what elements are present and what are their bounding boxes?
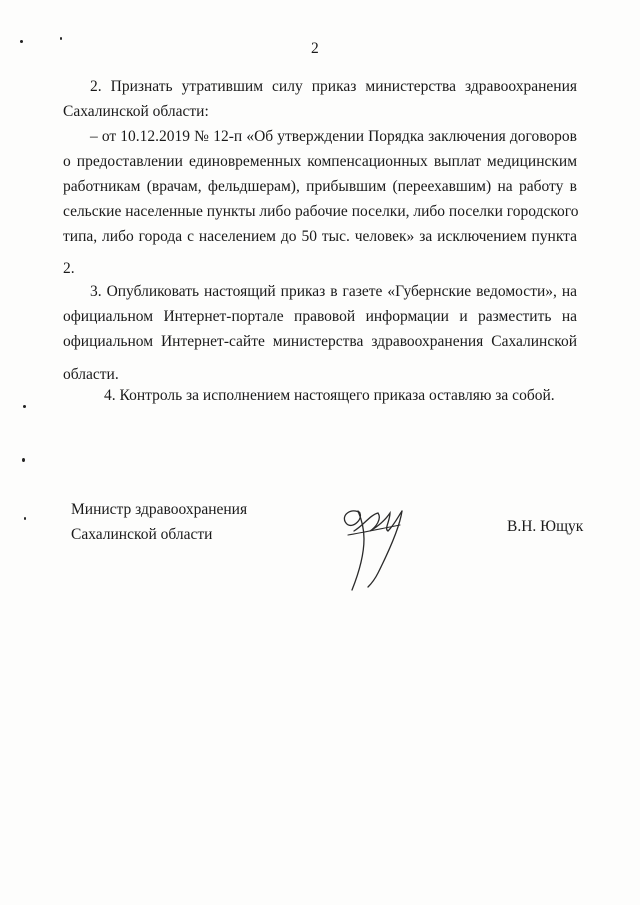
page-number: 2 xyxy=(311,40,319,57)
handwritten-signature xyxy=(330,495,420,595)
item-line: о предоставлении единовременных компенсационных выплат медицинским xyxy=(63,153,577,170)
signatory-region: Сахалинской области xyxy=(71,526,213,543)
item-line: типа, либо города с населением до 50 тыс. человек» за исключением пункта xyxy=(63,228,577,245)
signatory-name: В.Н. Ющук xyxy=(507,518,584,535)
scan-speck xyxy=(60,37,62,40)
paragraph-3-line: области. xyxy=(63,366,119,383)
paragraph-4-line: 4. Контроль за исполнением настоящего приказа оставляю за собой. xyxy=(104,387,555,404)
paragraph-3-line: официальном Интернет-сайте министерства здравоохранения Сахалинской xyxy=(63,333,577,350)
scan-speck xyxy=(20,40,23,43)
scan-speck xyxy=(22,458,25,462)
item-line: сельские населенные пункты либо рабочие поселки, либо поселки городского xyxy=(63,203,579,220)
scan-speck xyxy=(24,517,26,520)
item-line: 2. xyxy=(63,260,75,277)
paragraph-3-line: официальном Интернет-портале правовой информации и разместить на xyxy=(63,308,577,325)
paragraph-2-line: 2. Признать утратившим силу приказ министерства здравоохранения xyxy=(90,78,577,95)
paragraph-3-line: 3. Опубликовать настоящий приказ в газете «Губернские ведомости», на xyxy=(90,283,577,300)
item-line: – от 10.12.2019 № 12-п «Об утверждении Порядка заключения договоров xyxy=(90,128,577,145)
scan-speck xyxy=(23,405,26,408)
signatory-position: Министр здравоохранения xyxy=(71,501,248,518)
item-line: работникам (врачам, фельдшерам), прибывшим (переехавшим) на работу в xyxy=(63,178,577,195)
paragraph-2-line: Сахалинской области: xyxy=(63,103,209,120)
